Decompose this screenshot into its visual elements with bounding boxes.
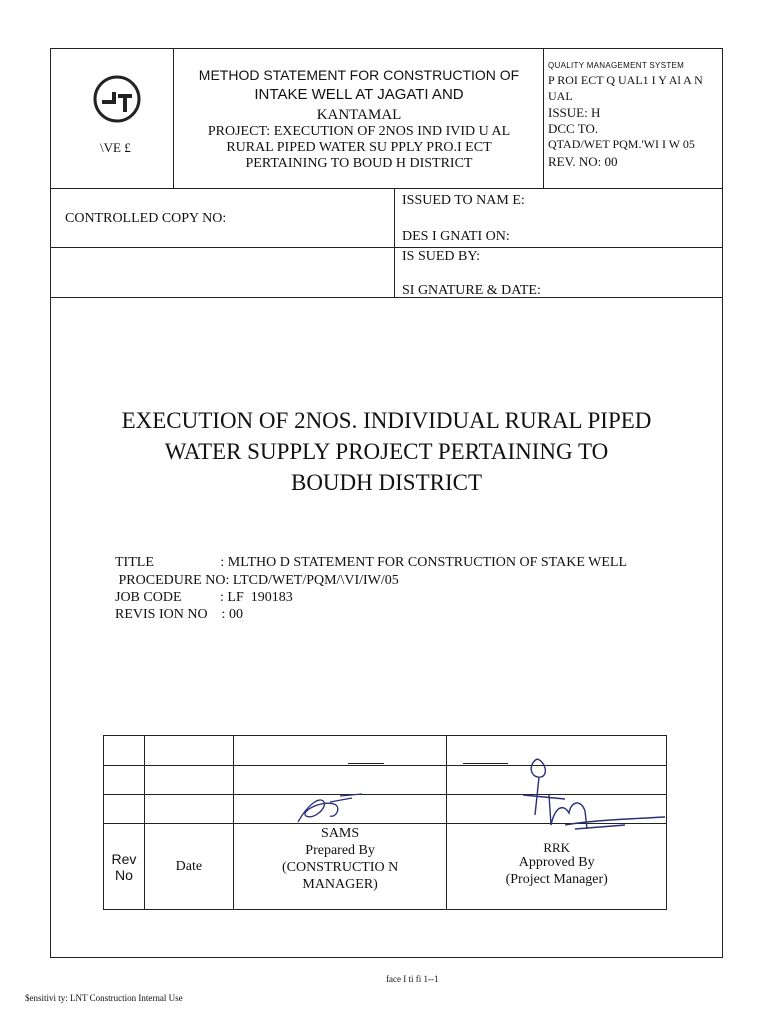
info-title: TITLE : MLTHO D STATEMENT FOR CONSTRUCTION OF STAKE WELL bbox=[115, 555, 627, 570]
date-header: Date bbox=[144, 824, 233, 910]
logo-caption: \VE £ bbox=[100, 140, 131, 155]
info-revision: REVIS ION NO : 00 bbox=[115, 607, 243, 622]
document-number: QTAD/WET PQM.'WI I W 05 bbox=[548, 137, 695, 151]
approved-by-label: Approved By bbox=[518, 855, 595, 870]
main-title-line3: BOUDH DISTRICT bbox=[290, 470, 483, 495]
main-title-line2: WATER SUPPLY PROJECT PERTAINING TO bbox=[164, 439, 609, 464]
qms-manual-line2: UAL bbox=[548, 89, 573, 103]
signature-date-label: SI GNATURE & DATE: bbox=[402, 283, 541, 298]
prepared-by-signature bbox=[290, 792, 370, 832]
info-procedure: PROCEDURE NO: LTCD/WET/PQM/\VI/IW/05 bbox=[115, 573, 399, 588]
rev-no-label: Rev No bbox=[111, 850, 137, 883]
main-title bbox=[52, 405, 721, 498]
info-job-code: JOB CODE : LF 190183 bbox=[115, 590, 293, 605]
page-footer-text: face I ti fi 1--1 bbox=[386, 974, 439, 984]
table-cell bbox=[144, 795, 233, 824]
table-cell bbox=[104, 795, 145, 824]
control-mid-rule bbox=[50, 247, 723, 248]
rev-no-header bbox=[104, 824, 145, 910]
table-cell bbox=[233, 736, 447, 766]
header-project-line3: PERTAINING TO BOUD H DISTRICT bbox=[245, 156, 473, 171]
issued-to-label: ISSUED TO NAM E: bbox=[402, 193, 525, 208]
company-logo bbox=[92, 74, 142, 124]
approved-signature-rule bbox=[463, 763, 508, 764]
table-cell bbox=[104, 766, 145, 795]
prepared-signature-rule bbox=[348, 763, 384, 764]
table-cell bbox=[233, 766, 447, 795]
header-project-line1: PROJECT: EXECUTION OF 2NOS IND IVID U AL bbox=[207, 124, 511, 139]
qms-heading: QUALITY MANAGEMENT SYSTEM bbox=[548, 61, 685, 70]
sensitivity-label: $ensitivi ty: LNT Construction Internal Use bbox=[25, 993, 183, 1003]
control-divider bbox=[394, 188, 395, 298]
main-title-line1: EXECUTION OF 2NOS. INDIVIDUAL RURAL PIPED bbox=[121, 408, 652, 433]
table-cell bbox=[144, 736, 233, 766]
prepared-by-cell bbox=[233, 824, 447, 910]
lt-logo-icon bbox=[92, 74, 142, 124]
designation-label: DES I GNATI ON: bbox=[402, 229, 510, 244]
control-bottom-rule bbox=[50, 297, 723, 298]
header-title-line2: INTAKE WELL AT JAGATI AND bbox=[254, 86, 464, 103]
approved-by-signature bbox=[505, 755, 675, 850]
prepared-by-role-line2: MANAGER) bbox=[302, 877, 378, 892]
table-cell bbox=[104, 736, 145, 766]
table-cell bbox=[144, 766, 233, 795]
revision-number: REV. NO: 00 bbox=[548, 154, 618, 169]
prepared-by-role-line1: (CONSTRUCTIO N bbox=[281, 860, 399, 875]
approved-by-name: RRK bbox=[543, 840, 571, 855]
qms-manual-line1: P ROI ECT Q UAL1 I Y Al A N bbox=[548, 73, 703, 87]
header-project-line2: RURAL PIPED WATER SU PPLY PRO.I ECT bbox=[226, 140, 492, 155]
issued-by-label: IS SUED BY: bbox=[402, 249, 481, 264]
approved-by-role: (Project Manager) bbox=[505, 872, 608, 887]
issue-number: ISSUE: H bbox=[548, 105, 601, 120]
prepared-by-label: Prepared By bbox=[305, 843, 375, 858]
header-title-line3: KANTAMAL bbox=[316, 107, 402, 123]
prepared-by-name: SAMS bbox=[321, 826, 360, 841]
header-title-line1: METHOD STATEMENT FOR CONSTRUCTION OF bbox=[198, 67, 520, 83]
header-bottom-rule bbox=[50, 188, 723, 189]
controlled-copy-label: CONTROLLED COPY NO: bbox=[65, 211, 227, 226]
doc-to-label: DCC TO. bbox=[548, 121, 599, 136]
